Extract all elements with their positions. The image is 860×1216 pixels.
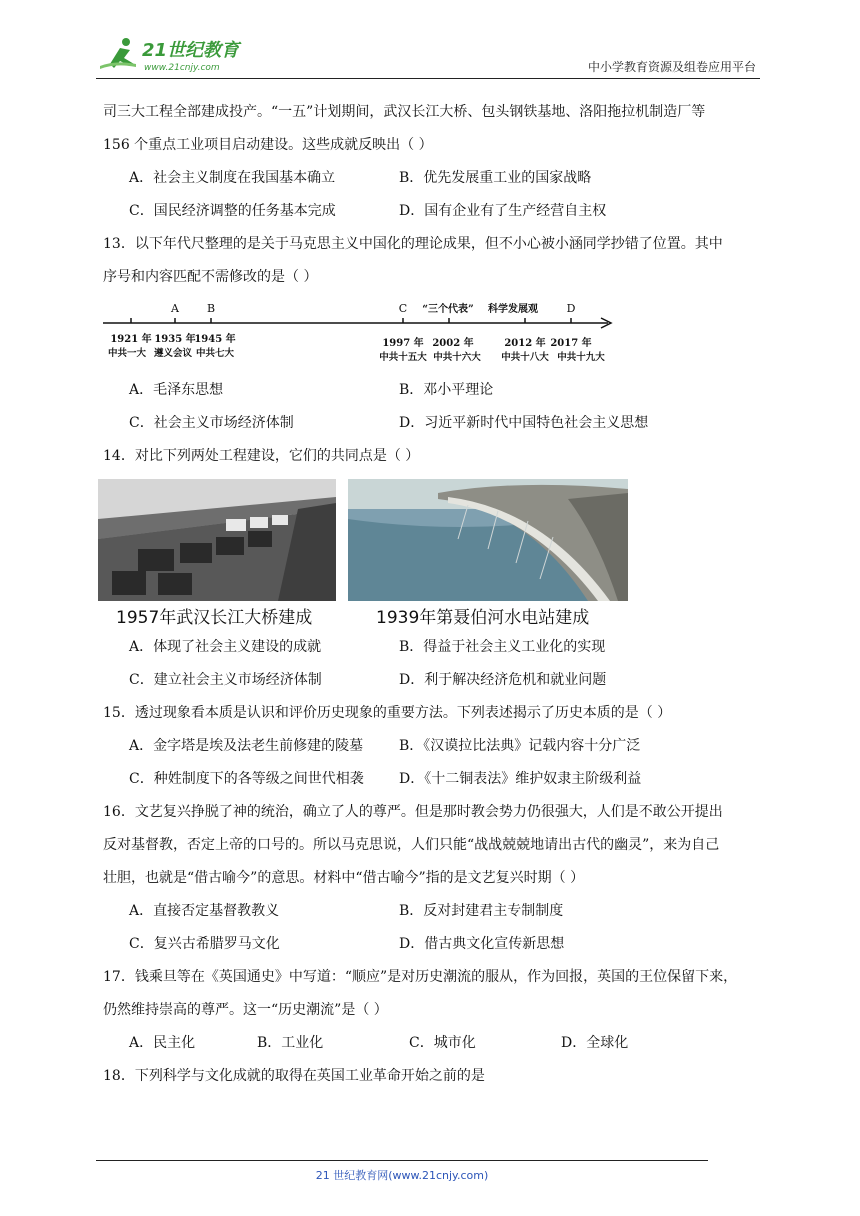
intro-option-a: A．社会主义制度在我国基本确立 [129, 170, 336, 186]
q14-option-a: A．体现了社会主义建设的成就 [129, 639, 322, 655]
timeline-event-5: 中共十六大 [433, 352, 481, 363]
footer-text: 21 世纪教育网(www.21cnjy.com) [315, 1169, 489, 1182]
timeline-year-2002: 2002 年 [432, 338, 474, 349]
q17-stem-2: 仍然维持崇高的尊严。这一“历史潮流”是（ ） [103, 1002, 388, 1018]
wuhan-bridge-caption: 1957年武汉长江大桥建成 [116, 608, 313, 628]
q17-option-a: A．民主化 [129, 1035, 196, 1051]
page-header [96, 30, 760, 79]
svg-text:www.21cnjy.com: www.21cnjy.com [144, 63, 220, 73]
timeline-label-three-represents: “三个代表” [422, 304, 474, 315]
timeline-label-scientific-outlook: 科学发展观 [488, 304, 538, 315]
q14-photos [98, 479, 638, 629]
wuhan-bridge-photo [98, 479, 336, 601]
q17-stem-1: 17．钱乘旦等在《英国通史》中写道：“顺应”是对历史潮流的服从，作为回报，英国的王位保留下来， [103, 969, 738, 985]
q13-timeline [103, 296, 623, 366]
q16-stem-2: 反对基督教，否定上帝的口号的。所以马克思说，人们只能“战战兢兢地请出古代的幽灵”，来为自己 [103, 837, 720, 853]
timeline-year-2012: 2012 年 [504, 338, 546, 349]
timeline-year-1997: 1997 年 [382, 338, 424, 349]
q13-stem-2: 序号和内容匹配不需修改的是（ ） [103, 269, 318, 285]
q15-options-row-2 [103, 763, 768, 796]
dnieper-dam-photo [348, 479, 628, 601]
q14-options-row-2 [103, 664, 768, 697]
q14-option-b: B．得益于社会主义工业化的实现 [399, 639, 606, 655]
q16-options-row-2 [103, 928, 768, 961]
q13-option-c: C．社会主义市场经济体制 [129, 415, 294, 431]
intro-options-row-2 [103, 195, 768, 228]
q16-stem-3: 壮胆，也就是“借古喻今”的意思。材料中“借古喻今”指的是文艺复兴时期（ ） [103, 870, 585, 886]
q16-option-a: A．直接否定基督教教义 [129, 903, 280, 919]
timeline-year-1945: 1945 年 [194, 334, 236, 345]
q13-option-b: B．邓小平理论 [399, 382, 494, 398]
timeline-event-2: 遵义会议 [153, 348, 193, 359]
q17-option-d: D．全球化 [561, 1035, 629, 1051]
dnieper-dam-caption: 1939年第聂伯河水电站建成 [376, 608, 590, 628]
q13-option-d: D．习近平新时代中国特色社会主义思想 [399, 415, 649, 431]
q17-option-b: B．工业化 [257, 1035, 324, 1051]
site-logo [96, 34, 266, 74]
q14-stem: 14．对比下列两处工程建设，它们的共同点是（ ） [103, 448, 420, 464]
q15-option-b: B．《汉谟拉比法典》记载内容十分广泛 [399, 738, 641, 754]
q15-option-c: C．种姓制度下的各等级之间世代相袭 [129, 771, 364, 787]
svg-text:21世纪教育: 21世纪教育 [142, 40, 240, 61]
intro-options-row-1 [103, 162, 768, 195]
timeline-year-1935: 1935 年 [154, 334, 196, 345]
timeline-year-2017: 2017 年 [550, 338, 592, 349]
timeline-event-4: 中共十五大 [379, 352, 427, 363]
intro-option-b: B．优先发展重工业的国家战略 [399, 170, 592, 186]
platform-name: 中小学教育资源及组卷应用平台 [587, 60, 756, 74]
intro-option-c: C．国民经济调整的任务基本完成 [129, 203, 336, 219]
q17-options-row [103, 1027, 768, 1060]
timeline-event-6: 中共十八大 [501, 352, 549, 363]
q16-option-b: B．反对封建君主专制制度 [399, 903, 564, 919]
q14-options-row-1 [103, 631, 768, 664]
q14-option-c: C．建立社会主义市场经济体制 [129, 672, 322, 688]
q18-stem: 18．下列科学与文化成就的取得在英国工业革命开始之前的是 [103, 1068, 485, 1084]
timeline-label-a: A [171, 302, 179, 315]
q16-options-row-1 [103, 895, 768, 928]
timeline-label-b: B [206, 302, 216, 315]
q16-option-c: C．复兴古希腊罗马文化 [129, 936, 280, 952]
question-content [103, 96, 768, 1093]
timeline-label-d: D [566, 302, 576, 315]
q15-option-d: D．《十二铜表法》维护奴隶主阶级利益 [399, 771, 642, 787]
q15-option-a: A．金字塔是埃及法老生前修建的陵墓 [129, 738, 364, 754]
q14-option-d: D．利于解决经济危机和就业问题 [399, 672, 607, 688]
q15-stem: 15．透过现象看本质是认识和评价历史现象的重要方法。下列表述揭示了历史本质的是（ ） [103, 705, 672, 721]
intro-line-1: 司三大工程全部建成投产。“一五”计划期间，武汉长江大桥、包头钢铁基地、洛阳拖拉机制造厂等 [103, 104, 706, 120]
timeline-label-c: C [398, 302, 408, 315]
timeline-event-3: 中共七大 [195, 348, 235, 359]
page-footer [96, 1160, 708, 1183]
intro-option-d: D．国有企业有了生产经营自主权 [399, 203, 607, 219]
q13-options-row-1 [103, 374, 768, 407]
intro-line-2: 156 个重点工业项目启动建设。这些成就反映出（ ） [103, 137, 433, 153]
q13-option-a: A．毛泽东思想 [129, 382, 224, 398]
q16-option-d: D．借古典文化宣传新思想 [399, 936, 565, 952]
timeline-event-1: 中共一大 [107, 348, 147, 359]
q15-options-row-1 [103, 730, 768, 763]
timeline-year-1921: 1921 年 [110, 334, 152, 345]
q13-stem-1: 13．以下年代尺整理的是关于马克思主义中国化的理论成果，但不小心被小涵同学抄错了位置。其中 [103, 236, 723, 252]
q17-option-c: C．城市化 [409, 1035, 476, 1051]
timeline-event-7: 中共十九大 [557, 352, 605, 363]
q16-stem-1: 16．文艺复兴挣脱了神的统治，确立了人的尊严。但是那时教会势力仍很强大，人们是不敢公开提出 [103, 804, 723, 820]
q13-options-row-2 [103, 407, 768, 440]
